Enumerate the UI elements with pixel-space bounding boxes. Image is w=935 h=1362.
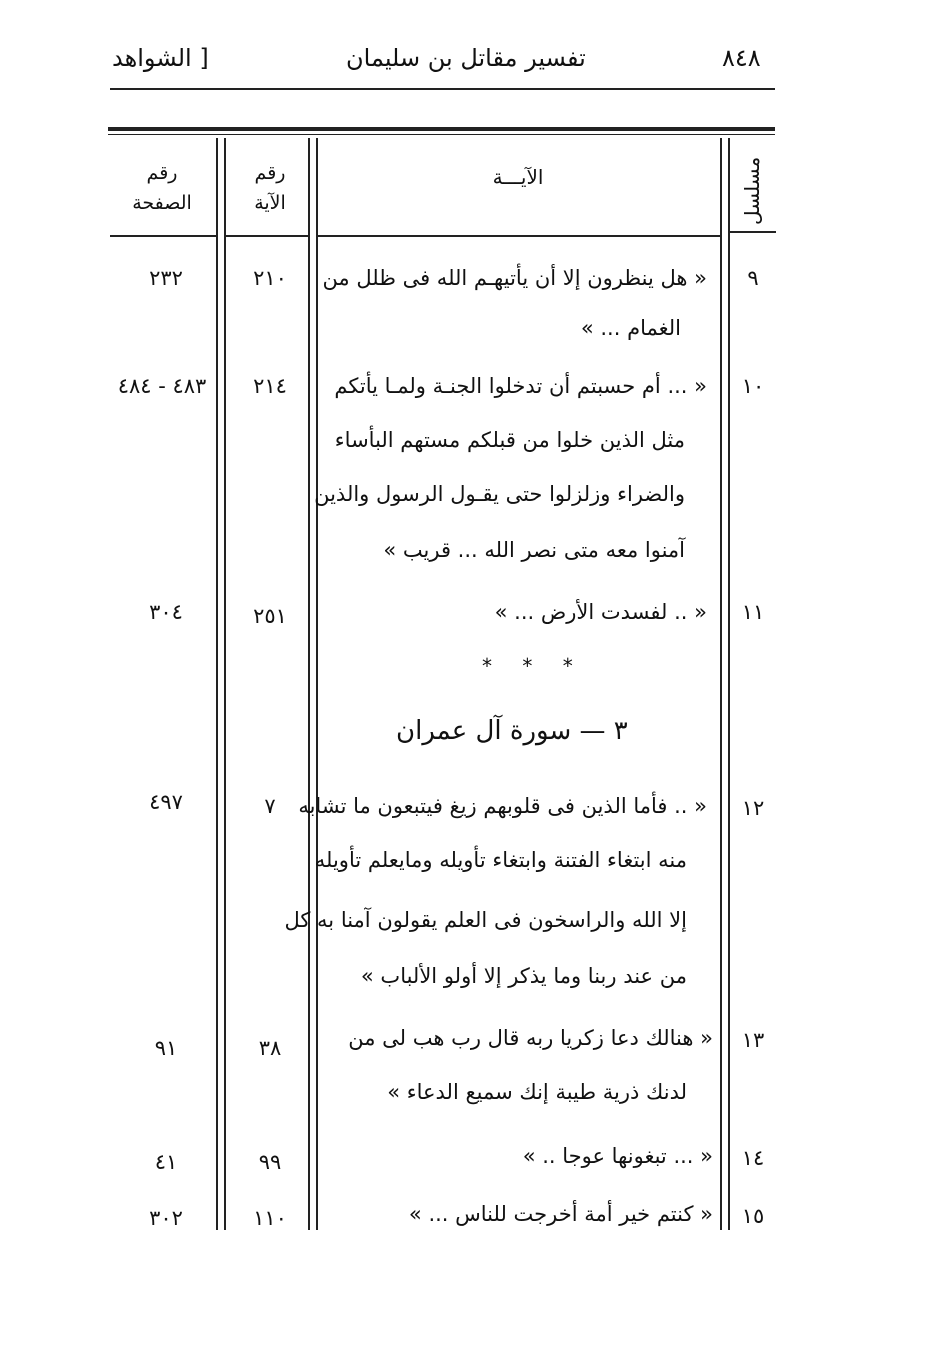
row-page-number: ٢٣٢: [149, 266, 183, 290]
verse-line: الغمام ... »: [580, 316, 681, 340]
col-rule-1: [216, 138, 218, 1230]
surah-heading: ٣ — سورة آل عمران: [396, 716, 628, 746]
col-rule-3: [308, 138, 310, 1230]
verse-line: من عند ربنا وما يذكر إلا أولو الألباب »: [360, 964, 687, 988]
row-serial: ١٥: [741, 1204, 765, 1228]
col-rule-5: [720, 138, 722, 1230]
header-rule: [110, 88, 775, 90]
row-verse-number: ٢١٤: [253, 374, 287, 398]
col-head-serial: مسلسل: [740, 156, 764, 225]
head-underline-verse-no: [224, 235, 308, 237]
section-title: [ الشواهد: [112, 44, 209, 72]
row-page-number: ٤٩٧: [149, 790, 183, 814]
row-verse-number: ٧: [264, 794, 276, 818]
col-head-page-number: [112, 158, 212, 218]
row-serial: ١٤: [741, 1146, 765, 1170]
page-number: ٨٤٨: [722, 44, 761, 72]
col-head-verse-number: [226, 158, 314, 218]
verse-line: مثل الذين خلوا من قبلكم مستهم البأساء: [334, 428, 685, 452]
verse-line: والضراء وزلزلوا حتى يقـول الرسول والذين: [314, 482, 685, 506]
col-head-page-number-line2: الصفحة: [132, 192, 192, 214]
row-verse-number: ٢١٠: [253, 266, 287, 290]
row-serial: ١٣: [741, 1028, 765, 1052]
row-serial: ١٠: [741, 374, 765, 398]
head-underline-serial: [728, 231, 776, 233]
verse-line: « ... تبغونها عوجا .. »: [522, 1144, 713, 1168]
col-head-verse-number-line1: رقم: [254, 162, 286, 184]
col-head-verse-number-line2: الآية: [254, 192, 286, 214]
col-rule-2: [224, 138, 226, 1230]
row-serial: ١٢: [741, 796, 765, 820]
verse-line: آمنوا معه متى نصر الله ... قريب »: [383, 538, 685, 562]
verse-line: « هنالك دعا زكريا ربه قال رب هب لى من: [348, 1026, 713, 1050]
row-page-number: ٤١: [154, 1150, 178, 1174]
row-page-number: ٣٠٢: [149, 1206, 183, 1230]
row-page-number: ٣٠٤: [149, 600, 183, 624]
verse-line: « هل ينظرون إلا أن يأتيهـم الله فى ظلل من: [322, 266, 707, 290]
row-verse-number: ٣٨: [258, 1036, 282, 1060]
verse-line: « .. فأما الذين فى قلوبهم زيغ فيتبعون ما تشابه: [298, 794, 707, 818]
head-underline-page: [110, 235, 216, 237]
row-page-number: ٩١: [154, 1036, 178, 1060]
verse-line: لدنك ذرية طيبة إنك سميع الدعاء »: [387, 1080, 687, 1104]
row-verse-number: ٩٩: [258, 1150, 282, 1174]
row-page-number: ٤٨٣ - ٤٨٤: [117, 374, 207, 398]
book-title: تفسير مقاتل بن سليمان: [346, 44, 586, 72]
table-top-rule-thin: [108, 134, 775, 135]
row-verse-number: ٢٥١: [253, 604, 287, 628]
verse-line: « ... أم حسبتم أن تدخلوا الجنـة ولمـا يأتكم: [334, 374, 707, 398]
row-serial: ١١: [741, 600, 765, 624]
col-rule-4: [316, 138, 318, 1230]
row-serial: ٩: [747, 266, 759, 290]
col-head-page-number-line1: رقم: [146, 162, 178, 184]
verse-line: منه ابتغاء الفتنة وابتغاء تأويله ومايعلم تأويله: [314, 848, 687, 872]
verse-line: « .. لفسدت الأرض ... »: [494, 600, 707, 624]
head-underline-verse: [316, 235, 720, 237]
section-separator: * * *: [482, 654, 585, 678]
table-top-rule: [108, 127, 775, 131]
verse-line: إلا الله والراسخون فى العلم يقولون آمنا به كل: [284, 908, 687, 932]
row-verse-number: ١١٠: [253, 1206, 287, 1230]
col-rule-6: [728, 138, 730, 1230]
verse-line: « كنتم خير أمة أخرجت للناس ... »: [408, 1202, 713, 1226]
col-head-verse: الآيـــة: [492, 165, 544, 189]
